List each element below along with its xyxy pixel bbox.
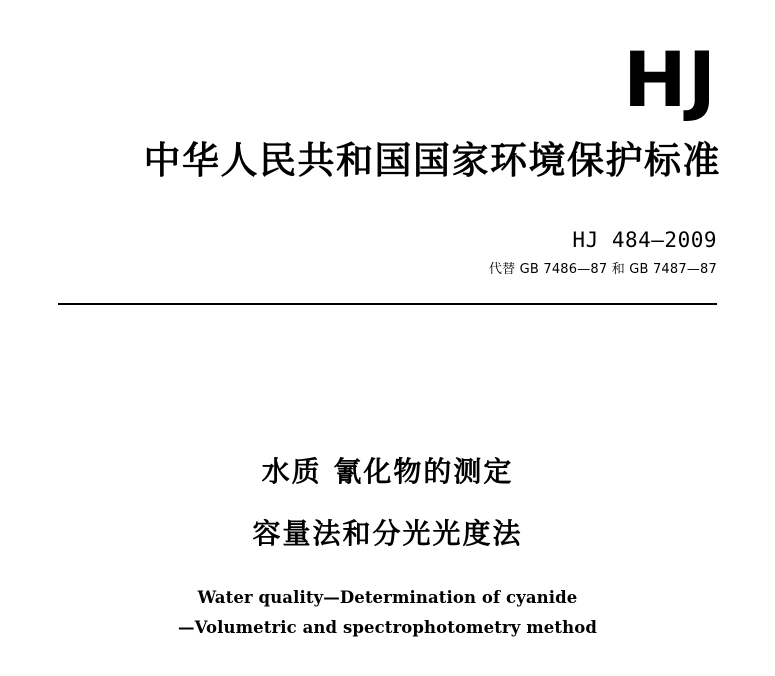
standard-mark: HJ bbox=[623, 35, 717, 124]
issuing-authority-title: 中华人民共和国国家环境保护标准 bbox=[143, 139, 721, 182]
document-title-cn-line2: 容量法和分光光度法 bbox=[252, 517, 523, 550]
document-title-block bbox=[0, 455, 775, 643]
standard-number: HJ 484—2009 bbox=[572, 228, 717, 252]
replaced-standards-note: 代替 GB 7486—87 和 GB 7487—87 bbox=[488, 262, 717, 277]
header-divider-rule bbox=[58, 303, 717, 305]
document-title-cn-line1: 水质 氰化物的测定 bbox=[261, 455, 514, 488]
document-title-en-line1: Water quality—Determination of cyanide bbox=[197, 588, 578, 607]
document-title-en-line2: —Volumetric and spectrophotometry method bbox=[178, 618, 597, 637]
